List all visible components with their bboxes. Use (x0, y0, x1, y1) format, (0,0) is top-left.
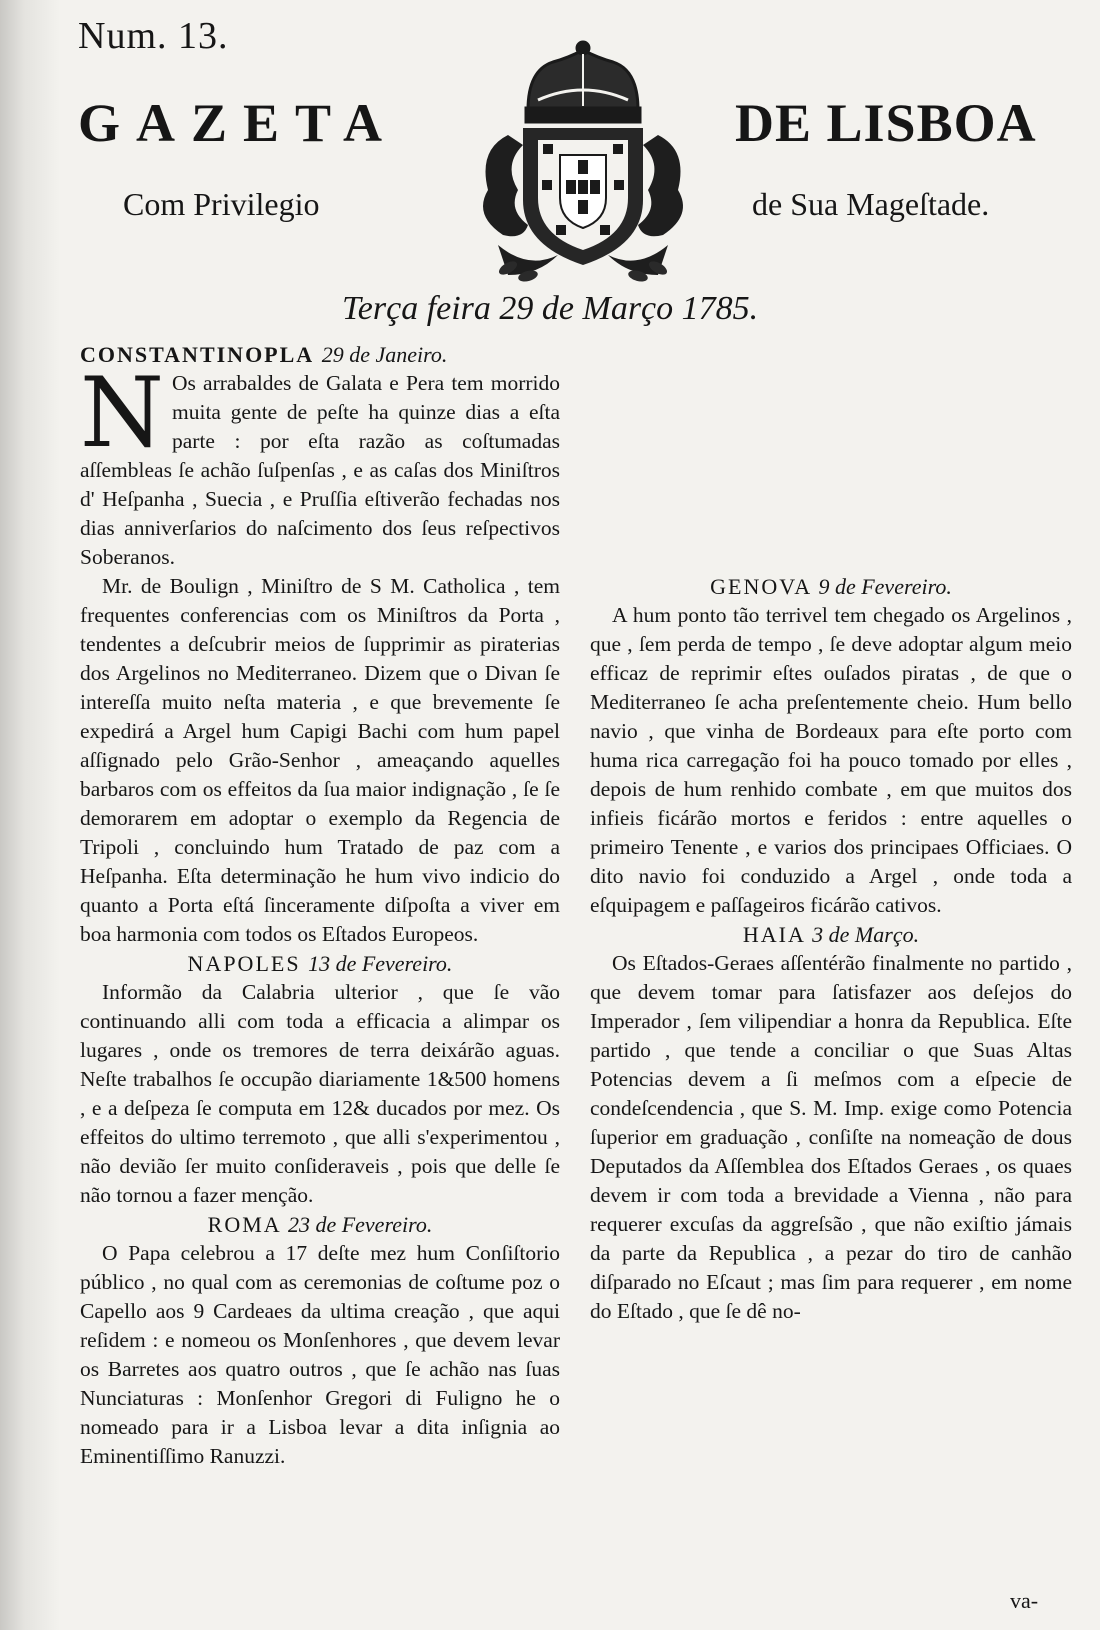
column-right (590, 340, 1072, 1326)
article-paragraph: Mr. de Boulign , Miniſtro de S M. Catholica , tem frequentes conferencias com os Miniſtros da Porta , tendentes a deſcubrir meios de ſupprimir as piraterias dos Argelinos no Mediterraneo. Dizem que o Divan ſe intereſſa muito neſta materia , e que brevemente ſe expedirá a Argel hum Capigi Bachi com hum papel aſſignado pelo Grão-Senhor , ameaçando aquelles barbaros com os effeitos da ſua maior indignação , ſe ſe demorarem em adoptar o exemplo da Regencia de Tripoli , concluindo hum Tratado de paz com a Heſpanha. Eſta determinação he hum vivo indicio do quanto a Porta eſtá ſinceramente diſpoſta a viver em boa harmonia com todos os Eſtados Europeos. (80, 574, 560, 946)
article-paragraph: O Papa celebrou a 17 deſte mez hum Conſiſtorio público , no qual com as ceremonias de coſtume poz o Capello aos 9 Cardeaes da ultima creação , que aqui reſidem : e nomeou os Monſenhores , que devem levar os Barretes aos quatro outros , que ſe achão nas ſuas Nunciaturas : Monſenhor Gregori di Fuligno he o nomeado para ir a Lisboa levar a dita inſignia ao Eminentiſſimo Ranuzzi. (80, 1241, 560, 1468)
royal-crest-icon (468, 40, 698, 285)
masthead-title-right: DE LISBOA (735, 93, 1037, 153)
privilege-left: Com Privilegio (123, 186, 320, 222)
dateline-constantinopla (80, 340, 560, 369)
privilege-right: de Sua Mageſtade. (752, 186, 990, 222)
place-name: GENOVA (710, 574, 811, 599)
dateline-date: 13 de Fevereiro. (308, 951, 453, 976)
dateline-date: 23 de Fevereiro. (287, 1212, 433, 1237)
dateline-roma (80, 1210, 560, 1239)
dateline-genova (590, 572, 1072, 601)
masthead-title-left: GAZETA (78, 93, 399, 153)
dateline-napoles (80, 949, 560, 978)
dateline-date: 9 de Fevereiro. (818, 574, 952, 599)
issue-number: Num. 13. (78, 15, 229, 57)
place-name: HAIA (742, 922, 805, 947)
dateline-date: 3 de Março. (812, 922, 920, 947)
column-left (80, 340, 560, 1471)
place-name: CONSTANTINOPLA (80, 342, 315, 367)
issue-date: Terça feira 29 de Março 1785. (342, 290, 759, 327)
article-paragraph: Informão da Calabria ulterior , que ſe vão continuando alli com toda a efficacia a alimpar os lugares , onde os tremores de terra deixárão aguas. Neſte trabalhos ſe occupão diariamente 1&500 homens , e a deſpeza ſe computa em 12& ducados por mez. Os effeitos do ultimo terremoto , que alli s'experimentou , não devião ſer muito conſideraveis , pois que delle ſe não tornou a fazer menção. (80, 980, 560, 1207)
drop-cap: N (80, 357, 164, 469)
article-paragraph (80, 357, 560, 572)
page-shadow (0, 0, 60, 1630)
catchword: va- (1010, 1588, 1039, 1613)
dateline-date: 29 de Janeiro. (321, 342, 448, 367)
article-text: Os arrabaldes de Galata e Pera tem morrido muita gente de peſte ha quinze dias a eſta parte : por eſta razão as coſtumadas aſſembleas ſe achão ſuſpenſas , e as caſas dos Miniſtros d' Heſpanha , Suecia , e Pruſſia eſtiverão fechadas nos dias anniverſarios do naſcimento dos ſeus reſpectivos Soberanos. (80, 371, 560, 569)
place-name: NAPOLES (187, 951, 301, 976)
article-paragraph: Os Eſtados-Geraes aſſentérão finalmente no partido , que devem tomar para ſatisfazer aos deſejos do Imperador , ſem vilipendiar a honra da Republica. Eſte partido , que tende a conciliar o que Suas Altas Potencias devem a ſi meſmos com a eſpecie de condeſcendencia , que S. M. Imp. exige como Potencia ſuperior em graduação , conſiſte na nomeação de dous Deputados da Aſſemblea dos Eſtados Geraes , os quaes devem ir com toda a brevidade a Vienna , não para requerer excuſas da aggreſsão , que não exiſtio jámais da parte da Republica , a pezar do tiro de canhão diſparado no Eſcaut ; mas ſim para requerer , em nome do Eſtado , que ſe dê no- (590, 951, 1072, 1323)
article-paragraph: A hum ponto tão terrivel tem chegado os Argelinos , que , ſem perda de tempo , ſe deve adoptar algum meio efficaz de reprimir eſtes ouſados piratas , de que o Mediterraneo ſe acha preſentemente cheio. Hum bello navio , que vinha de Bordeaux para eſte porto com huma rica carregação foi ha pouco tomado por elles , depois de hum renhido combate , em que muitos dos infieis ficárão mortos e feridos : entre aquelles o primeiro Tenente , e varios dos principaes Officiaes. O dito navio foi conduzido a Argel , onde toda a eſquipagem e paſſageiros ficárão cativos. (590, 603, 1072, 917)
place-name: ROMA (207, 1212, 281, 1237)
dateline-haia (590, 920, 1072, 949)
